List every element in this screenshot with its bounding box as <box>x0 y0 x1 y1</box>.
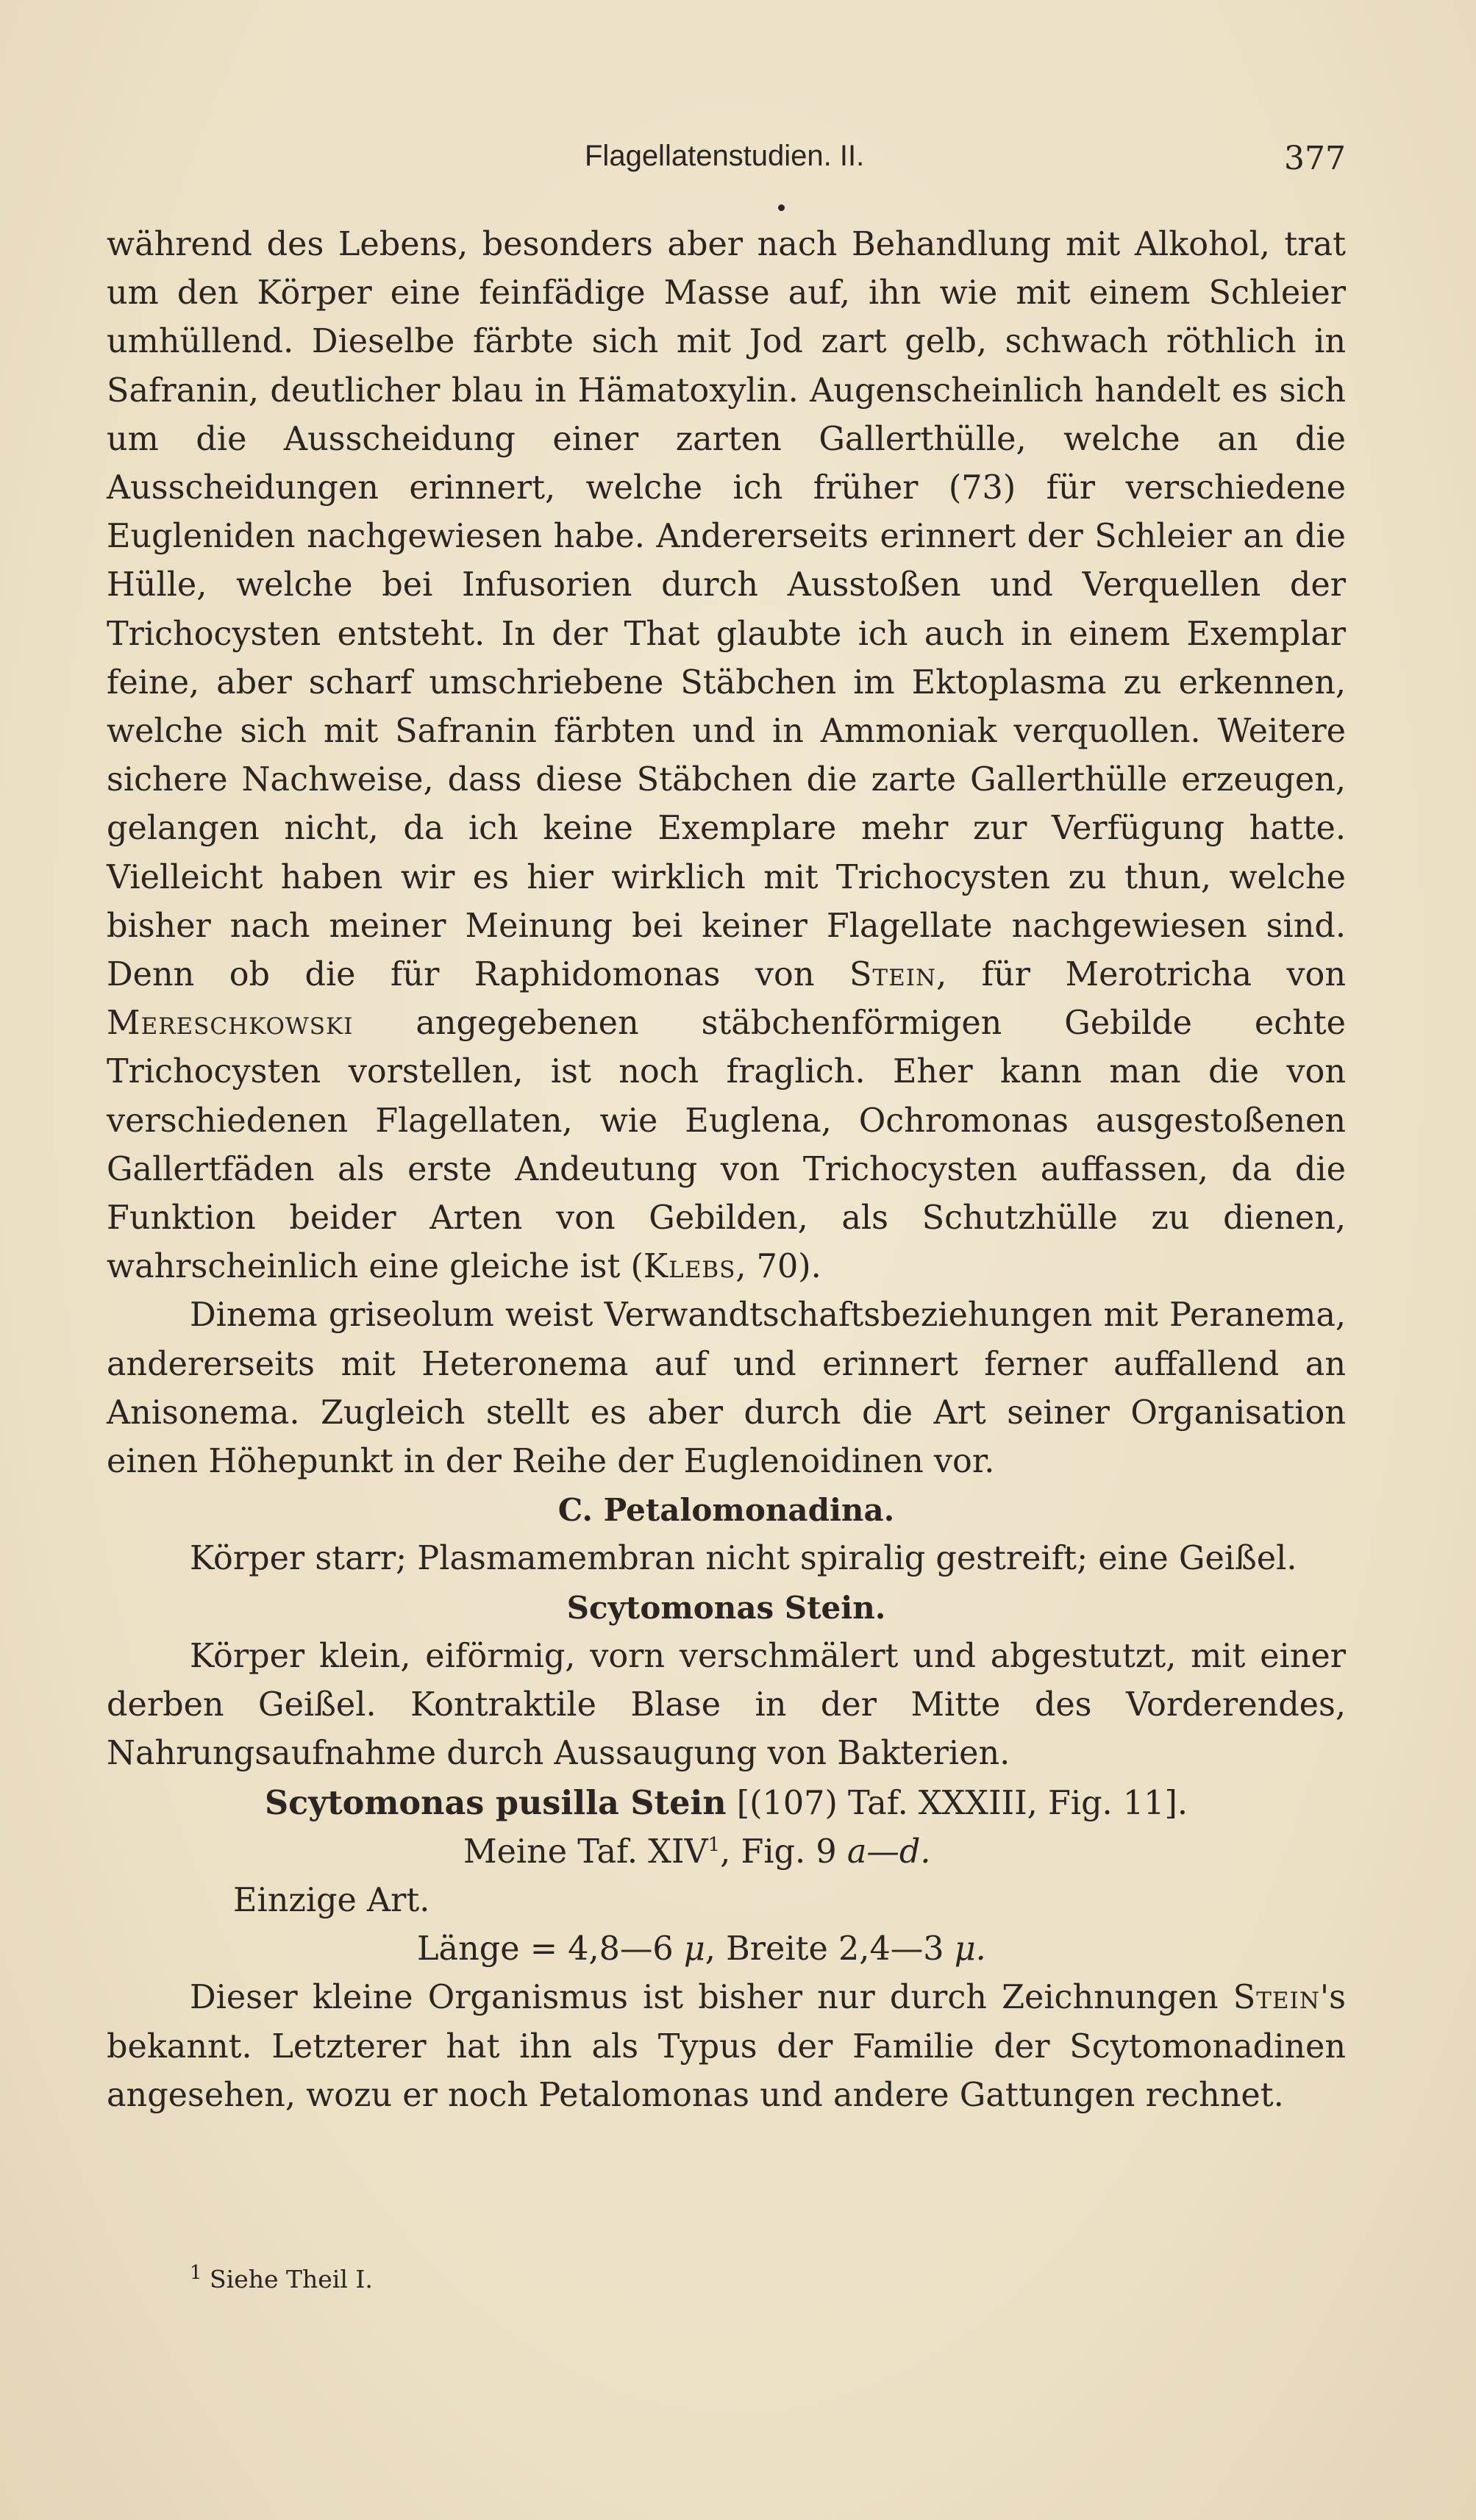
paragraph-trichocysts <box>107 221 1346 1291</box>
only-species-note: Einzige Art. <box>233 1881 430 1919</box>
genus-description: Körper klein, eiförmig, vorn verschmälert und abgestutzt, mit einer derben Geißel. Kontraktile Blase in der Mitte des Vorderendes, Nahrungsaufnahme durch Aussaugung von Bakterien. <box>107 1637 1346 1773</box>
paragraph-text: 's bekannt. Letzterer hat ihn als Typus der Familie der Scytomonadinen angesehen, wozu er noch Petalomonas und andere Gattungen rechnet. <box>107 1979 1346 2114</box>
section-description: Körper starr; Plasmamembran nicht spiralig gestreift; eine Geißel. <box>190 1540 1297 1578</box>
species-name: Scytomonas pusilla Stein <box>265 1783 727 1822</box>
plate-reference-text: , Fig. 9 <box>720 1832 837 1871</box>
species-reference: [(107) Taf. XXXIII, Fig. 11]. <box>726 1784 1188 1822</box>
author-name: Klebs <box>643 1248 736 1286</box>
plate-reference-text: Meine Taf. XIV <box>463 1832 708 1871</box>
body-text <box>107 221 1346 2120</box>
plate-reference <box>107 1828 1346 1877</box>
page-number: 377 <box>1284 140 1346 177</box>
species-heading <box>107 1779 1346 1828</box>
page-header <box>107 140 1346 184</box>
footnote-ref: 1 <box>707 1833 721 1856</box>
section-heading: C. Petalomonadina. <box>557 1492 895 1529</box>
paragraph-text: angegebenen stäbchenförmigen Gebilde echte Trichocysten vorstellen, ist noch fraglich. Eher kann man die von verschiedenen Flagellaten, wie Euglena, Ochromonas ausgestoßenen Gallertfäden als erste Andeutung von Trichocysten auffassen, da die Funktion beider Arten von Gebilden, als Schutzhülle zu dienen, wahrscheinlich eine gleiche ist ( <box>107 1004 1346 1286</box>
unit-micron: μ. <box>954 1930 986 1968</box>
footnote-text: Siehe Theil I. <box>202 2265 373 2294</box>
footnote <box>190 2262 373 2294</box>
paragraph-text: , für Merotricha von <box>936 956 1346 994</box>
measurement-text: Länge = 4,8—6 <box>417 1930 684 1968</box>
measurement-text: , Breite 2,4—3 <box>705 1930 955 1968</box>
paragraph-dinema: Dinema griseolum weist Verwandtschaftsbeziehungen mit Peranema, andererseits mit Heteronema auf und erinnert ferner auffallend an Anisonema. Zugleich stellt es aber durch die Art seiner Organisation einen Höhepunkt in der Reihe der Euglenoidinen vor. <box>107 1296 1346 1481</box>
measurements <box>107 1925 1346 1974</box>
footnote-marker: 1 <box>190 2262 202 2284</box>
author-name: Mereschkowski <box>107 1004 354 1043</box>
paragraph-text: während des Lebens, besonders aber nach Behandlung mit Alkohol, trat um den Körper eine feinfädige Masse auf, ihn wie mit einem Schleier umhüllend. Dieselbe färbte sich mit Jod zart gelb, schwach röthlich in Safranin, deutlicher blau in Hämatoxylin. Augenscheinlich handelt es sich um die Ausscheidung einer zarten Gallerthülle, welche an die Ausscheidungen erinnert, welche ich früher (73) für verschiedene Eugleniden nachgewiesen habe. Andererseits erinnert der Schleier an die Hülle, welche bei Infusorien durch Ausstoßen und Verquellen der Trichocysten entsteht. In der That glaubte ich auch in einem Exemplar feine, aber scharf umschriebene Stäbchen im Ektoplasma zu erkennen, welche sich mit Safranin färbten und in Ammoniak verquollen. Weitere sichere Nachweise, dass diese Stäbchen die zarte Gallerthülle erzeugen, gelangen nicht, da ich keine Exemplare mehr zur Verfügung hatte. Vielleicht haben wir es hier wirklich mit Trichocysten zu thun, welche bisher nach meiner Meinung bei keiner Flagellate nachgewiesen sind. Denn ob die für Raphidomonas von <box>107 226 1346 994</box>
paragraph-text: , 70). <box>735 1248 821 1286</box>
figure-letters: a—d. <box>846 1832 931 1871</box>
unit-micron: μ <box>683 1930 705 1968</box>
genus-heading: Scytomonas Stein. <box>566 1589 886 1626</box>
running-title: Flagellatenstudien. II. <box>585 140 865 172</box>
paragraph-scytomonas <box>107 1974 1346 2120</box>
paragraph-text: Dieser kleine Organismus ist bisher nur durch Zeichnungen <box>190 1979 1233 2017</box>
author-name: Stein <box>849 956 937 994</box>
author-name: Stein <box>1233 1979 1320 2017</box>
ink-dot-mark <box>778 204 785 211</box>
